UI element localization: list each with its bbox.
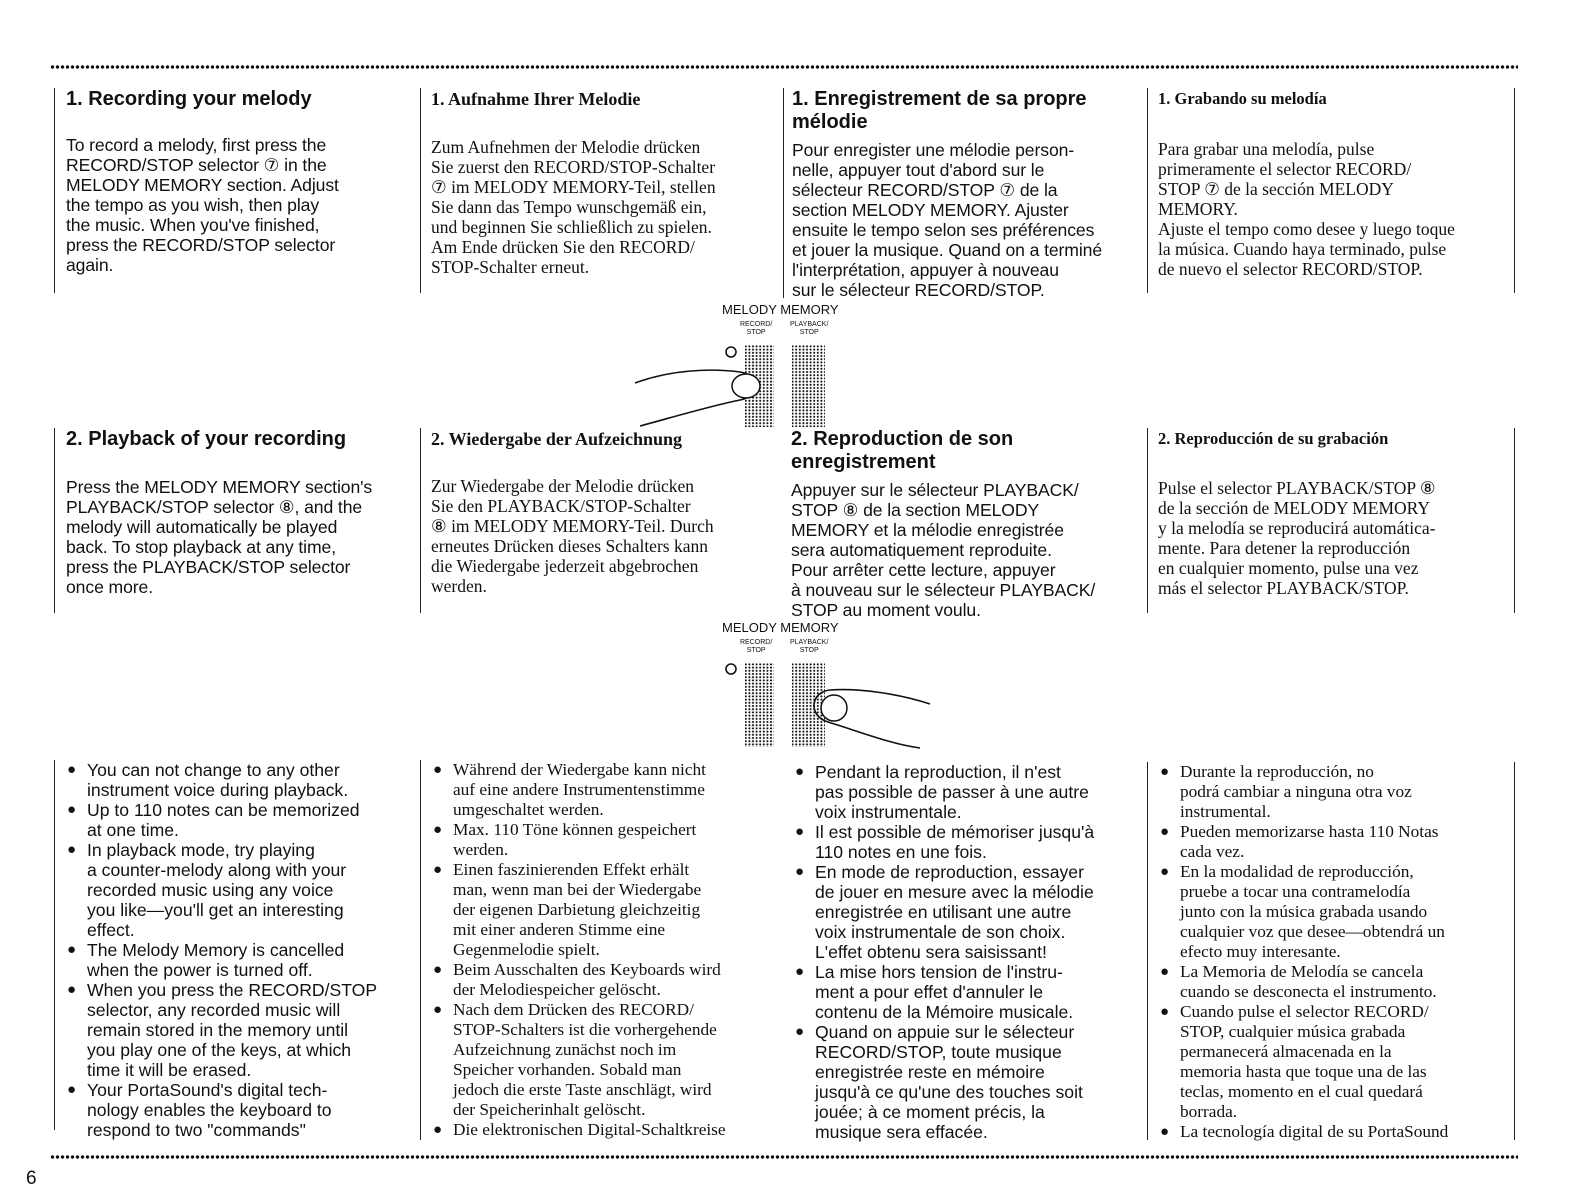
section1-fr-body: Pour enregister une mélodie person- nelle, appuyer tout d'abord sur le sélecteur RECORD/STOP ⑦ de la section MELODY MEMORY. Ajuster ensuite le tempo selon ses préférences et jouer la musique. Quand on a terminé l'interprétation, appuyer à nouveau sur le sélecteur RECORD/STOP.: [792, 140, 1103, 300]
led-indicator-icon: [726, 347, 736, 357]
list-item: ● Durante la reproducción, no podrá cambiar a ninguna otra voz instrumental.: [1158, 762, 1514, 822]
record-stop-label: RECORD/ STOP: [740, 639, 773, 654]
diagram-title: MELODY MEMORY: [722, 620, 839, 635]
section2-de-heading: 2. Wiedergabe der Aufzeichnung: [431, 429, 683, 449]
playback-stop-button: [792, 345, 825, 427]
bottom-dotted-rule: [50, 1153, 1518, 1161]
diagram-graphic: [600, 300, 880, 430]
list-item: ● Up to 110 notes can be memorized at one time.: [65, 800, 410, 840]
list-item: ● La mise hors tension de l'instru- ment a pour effet d'annuler le contenu de la Mémoire musicale.: [793, 962, 1148, 1022]
section1-en-body: To record a melody, first press the RECORD/STOP selector ⑦ in the MELODY MEMORY section. Adjust the tempo as you wish, then play the music. When you've finished, press the RECORD/STOP selector again.: [66, 135, 339, 275]
section1-de-heading: 1. Aufnahme Ihrer Melodie: [431, 89, 641, 109]
section1-en: [54, 88, 404, 293]
section1-de-body: Zum Aufnehmen der Melodie drücken Sie zuerst den RECORD/STOP-Schalter ⑦ im MELODY MEMORY-Teil, stellen Sie dann das Tempo wunschgemäß ein, und beginnen Sie schließlich zu spielen. Am Ende drücken Sie den RECORD/ STOP-Schalter erneut.: [431, 137, 716, 277]
list-item: ● In playback mode, try playing a counter-melody along with your recorded music using any voice you like—you'll get an interesting effect.: [65, 840, 410, 940]
record-stop-button: [745, 663, 774, 747]
section2-es-heading: 2. Reproducción de su grabación: [1158, 429, 1389, 448]
led-indicator-icon: [726, 664, 736, 674]
section2-fr-heading: 2. Reproduction de son enregistrement: [791, 428, 1014, 473]
notes-fr-list: [793, 762, 1148, 1142]
section1-es-body: Para grabar una melodía, pulse primeramente el selector RECORD/ STOP ⑦ de la sección MELODY MEMORY. Ajuste el tempo como desee y luego toque la música. Cuando haya terminado, pulse de nuevo el selector RECORD/STOP.: [1158, 139, 1455, 279]
melody-memory-diagram-playback: [600, 618, 940, 753]
section2-es: [1147, 428, 1515, 613]
list-item: ● When you press the RECORD/STOP selector, any recorded music will remain stored in the memory until you play one of the keys, at which time it will be erased.: [65, 980, 410, 1080]
section1-en-heading: 1. Recording your melody: [66, 88, 312, 110]
diagram-title: MELODY MEMORY: [722, 302, 839, 317]
playback-stop-label: PLAYBACK/ STOP: [790, 639, 829, 654]
list-item: ● You can not change to any other instrument voice during playback.: [65, 760, 410, 800]
section2-es-body: Pulse el selector PLAYBACK/STOP ⑧ de la sección de MELODY MEMORY y la melodía se reproducirá automática- mente. Para detener la reproducción en cualquier momento, pulse una vez más el selector PLAYBACK/STOP.: [1158, 478, 1436, 598]
list-item: ● La tecnología digital de su PortaSound: [1158, 1122, 1514, 1142]
notes-fr: [783, 762, 1148, 1142]
section1-es: [1147, 88, 1515, 293]
notes-en: [54, 760, 410, 1140]
notes-es: [1147, 762, 1515, 1140]
list-item: ● Max. 110 Töne können gespeichert werden.: [431, 820, 782, 860]
section2-de: [420, 428, 780, 613]
list-item: ● En la modalidad de reproducción, pruebe a tocar una contramelodía junto con la música grabada usando cualquier voz que desee—obtendrá un efecto muy interesante.: [1158, 862, 1514, 962]
list-item: ● Beim Ausschalten des Keyboards wird der Melodiespeicher gelöscht.: [431, 960, 782, 1000]
section2-fr: [783, 428, 1148, 623]
list-item: ● Quand on appuie sur le sélecteur RECORD/STOP, toute musique enregistrée reste en mémoire jusqu'à ce qu'une des touches soit jouée; à ce moment précis, la musique sera effacée.: [793, 1022, 1148, 1142]
notes-de-list: [431, 760, 782, 1140]
section1-fr: [783, 88, 1148, 298]
top-dotted-rule: [50, 63, 1518, 71]
section2-en-heading: 2. Playback of your recording: [66, 428, 347, 450]
page-number: 6: [26, 1168, 37, 1189]
diagram-graphic: [600, 618, 940, 753]
section2-de-body: Zur Wiedergabe der Melodie drücken Sie den PLAYBACK/STOP-Schalter ⑧ im MELODY MEMORY-Teil. Durch erneutes Drücken dieses Schalters kann die Wiedergabe jederzeit abgebrochen werden.: [431, 476, 714, 596]
melody-memory-diagram-record: [600, 300, 880, 430]
notes-de: [420, 760, 782, 1140]
notes-es-list: [1158, 762, 1514, 1142]
list-item: ● Während der Wiedergabe kann nicht auf eine andere Instrumentenstimme umgeschaltet werden.: [431, 760, 782, 820]
notes-en-list: [65, 760, 410, 1140]
playback-stop-button: [792, 663, 825, 747]
section1-fr-heading: 1. Enregistrement de sa propre mélodie: [792, 88, 1087, 133]
list-item: ● Cuando pulse el selector RECORD/ STOP, cualquier música grabada permanecerá almacenada en la memoria hasta que toque una de las teclas, momento en el cual quedará borrada.: [1158, 1002, 1514, 1122]
section1-es-heading: 1. Grabando su melodía: [1158, 89, 1327, 108]
list-item: ● The Melody Memory is cancelled when the power is turned off.: [65, 940, 410, 980]
section2-fr-body: Appuyer sur le sélecteur PLAYBACK/ STOP ⑧ de la section MELODY MEMORY et la mélodie enregistrée sera automatiquement reproduite. Pour arrêter cette lecture, appuyer à nouveau sur le sélecteur PLAYBACK/ STOP au moment voulu.: [791, 480, 1096, 620]
list-item: ● Pendant la reproduction, il n'est pas possible de passer à une autre voix instrumentale.: [793, 762, 1148, 822]
list-item: ● Die elektronischen Digital-Schaltkreise: [431, 1120, 782, 1140]
list-item: ● En mode de reproduction, essayer de jouer en mesure avec la mélodie enregistrée en utilisant une autre voix instrumentale de son choix. L'effet obtenu sera saisissant!: [793, 862, 1148, 962]
list-item: ● Nach dem Drücken des RECORD/ STOP-Schalters ist die vorhergehende Aufzeichnung zunächst noch im Speicher vorhanden. Sobald man jedoch die erste Taste anschlägt, wird der Speicherinhalt gelöscht.: [431, 1000, 782, 1120]
record-stop-label: RECORD/ STOP: [740, 321, 773, 336]
section1-de: [420, 88, 780, 293]
section2-en: [54, 428, 404, 613]
list-item: ● Your PortaSound's digital tech- nology enables the keyboard to respond to two "commands": [65, 1080, 410, 1140]
playback-stop-label: PLAYBACK/ STOP: [790, 321, 829, 336]
list-item: ● Einen faszinierenden Effekt erhält man, wenn man bei der Wiedergabe der eigenen Darbietung gleichzeitig mit einer anderen Stimme eine Gegenmelodie spielt.: [431, 860, 782, 960]
section2-en-body: Press the MELODY MEMORY section's PLAYBACK/STOP selector ⑧, and the melody will automatically be played back. To stop playback at any time, press the PLAYBACK/STOP selector once more.: [66, 477, 373, 597]
list-item: ● Il est possible de mémoriser jusqu'à 110 notes en une fois.: [793, 822, 1148, 862]
list-item: ● Pueden memorizarse hasta 110 Notas cada vez.: [1158, 822, 1514, 862]
list-item: ● La Memoria de Melodía se cancela cuando se desconecta el instrumento.: [1158, 962, 1514, 1002]
